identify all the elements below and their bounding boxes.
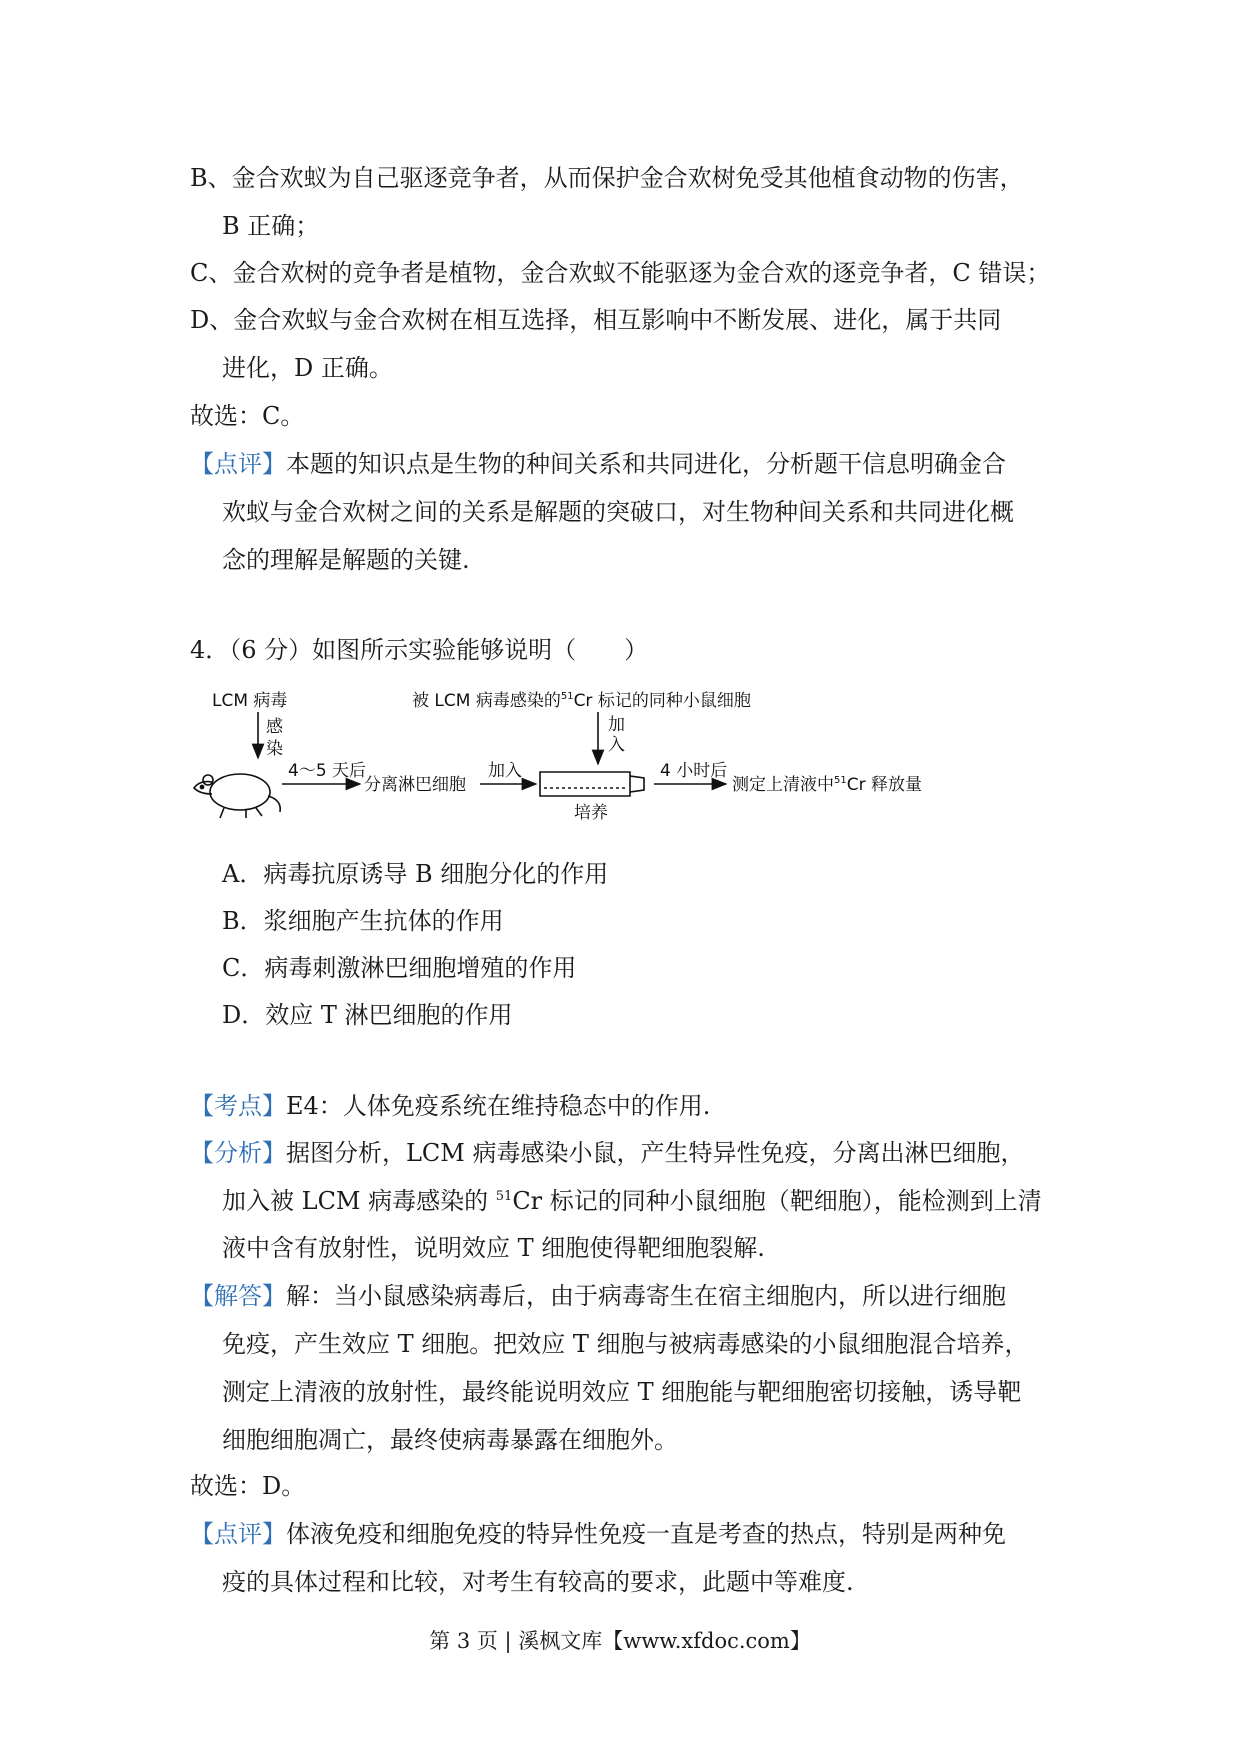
review-line2: 疫的具体过程和比较，对考生有较高的要求，此题中等难度. <box>222 1568 854 1596</box>
prev-option-d-line2: 进化，D 正确。 <box>222 354 393 382</box>
jieda-line1 <box>190 1280 1006 1312</box>
question-4-stem: 4．（6 分）如图所示实验能够说明（ ） <box>190 636 649 664</box>
jieda-line4: 细胞细胞凋亡，最终使病毒暴露在细胞外。 <box>222 1426 678 1454</box>
option-a: A．病毒抗原诱导 B 细胞分化的作用 <box>222 860 609 888</box>
fenxi-line3: 液中含有放射性，说明效应 T 细胞使得靶细胞裂解. <box>222 1234 765 1262</box>
jieda-line2: 免疫，产生效应 T 细胞。把效应 T 细胞与被病毒感染的小鼠细胞混合培养， <box>222 1330 1029 1358</box>
answer-select: 故选：D。 <box>190 1472 306 1500</box>
kaodian-line <box>190 1090 710 1122</box>
review-text: 本题的知识点是生物的种间关系和共同进化，分析题干信息明确金合 <box>286 450 1006 478</box>
option-d: D．效应 T 淋巴细胞的作用 <box>222 1001 513 1029</box>
option-c: C．病毒刺激淋巴细胞增殖的作用 <box>222 954 577 982</box>
page-footer: 第 3 页 | 溪枫文库【www.xfdoc.com】 <box>429 1629 811 1653</box>
prev-option-b-line1: B、金合欢蚁为自己驱逐竞争者，从而保护金合欢树免受其他植食动物的伤害， <box>190 164 1024 192</box>
fenxi-sup: 51 <box>495 1189 513 1204</box>
jieda-text-1: 解：当小鼠感染病毒后，由于病毒寄生在宿主细胞内，所以进行细胞 <box>286 1282 1006 1310</box>
lcm-virus-label: LCM 病毒 <box>212 691 288 711</box>
add-label: 加入 <box>488 761 522 781</box>
prev-review-line1 <box>190 448 1006 480</box>
add-vertical-label-2: 入 <box>608 735 625 755</box>
after-hours-label: 4 小时后 <box>660 761 728 781</box>
prev-option-d-line1: D、金合欢蚁与金合欢树在相互选择，相互影响中不断发展、进化，属于共同 <box>190 306 1002 334</box>
prev-answer-select: 故选：C。 <box>190 402 305 430</box>
after-days-label: 4～5 天后 <box>288 761 367 781</box>
jieda-line3: 测定上清液的放射性，最终能说明效应 T 细胞能与靶细胞密切接触，诱导靶 <box>222 1378 1022 1406</box>
review-tag-2: 【点评】 <box>190 1520 286 1548</box>
review-text-2: 体液免疫和细胞免疫的特异性免疫一直是考查的热点，特别是两种免 <box>286 1520 1006 1548</box>
review-tag: 【点评】 <box>190 450 286 478</box>
jieda-tag: 【解答】 <box>190 1282 286 1310</box>
prev-review-line2: 欢蚁与金合欢树之间的关系是解题的突破口，对生物种间关系和共同进化概 <box>222 498 1014 526</box>
fenxi-tag: 【分析】 <box>190 1139 286 1167</box>
fenxi-text-2a: 加入被 LCM 病毒感染的 <box>222 1187 496 1215</box>
isolate-lymphocytes-label: 分离淋巴细胞 <box>364 775 466 795</box>
fenxi-line2 <box>222 1185 1042 1217</box>
fenxi-text-1: 据图分析，LCM 病毒感染小鼠，产生特异性免疫，分离出淋巴细胞， <box>286 1139 1025 1167</box>
infect-label-1: 感 <box>266 717 283 737</box>
add-vertical-label-1: 加 <box>608 715 625 735</box>
kaodian-tag: 【考点】 <box>190 1092 286 1120</box>
fenxi-text-2b: Cr 标记的同种小鼠细胞（靶细胞），能检测到上清 <box>512 1187 1042 1215</box>
experiment-diagram <box>190 680 960 828</box>
option-b: B．浆细胞产生抗体的作用 <box>222 907 504 935</box>
kaodian-text: E4：人体免疫系统在维持稳态中的作用. <box>286 1092 711 1120</box>
culture-label: 培养 <box>574 803 608 823</box>
mouse-icon <box>194 774 280 818</box>
measure-label: 测定上清液中$^{51}$Cr 释放量 <box>732 775 922 795</box>
target-cells-label: 被 LCM 病毒感染的$^{51}$Cr 标记的同种小鼠细胞 <box>412 691 751 711</box>
prev-review-line3: 念的理解是解题的关键. <box>222 546 470 574</box>
fenxi-line1 <box>190 1137 1025 1169</box>
review-line1 <box>190 1518 1006 1550</box>
prev-option-b-line2: B 正确； <box>222 212 320 240</box>
infect-label-2: 染 <box>266 739 283 759</box>
prev-option-c-line1: C、金合欢树的竞争者是植物，金合欢蚁不能驱逐为金合欢的逐竞争者，C 错误； <box>190 259 1051 287</box>
culture-tube-icon <box>540 772 644 796</box>
